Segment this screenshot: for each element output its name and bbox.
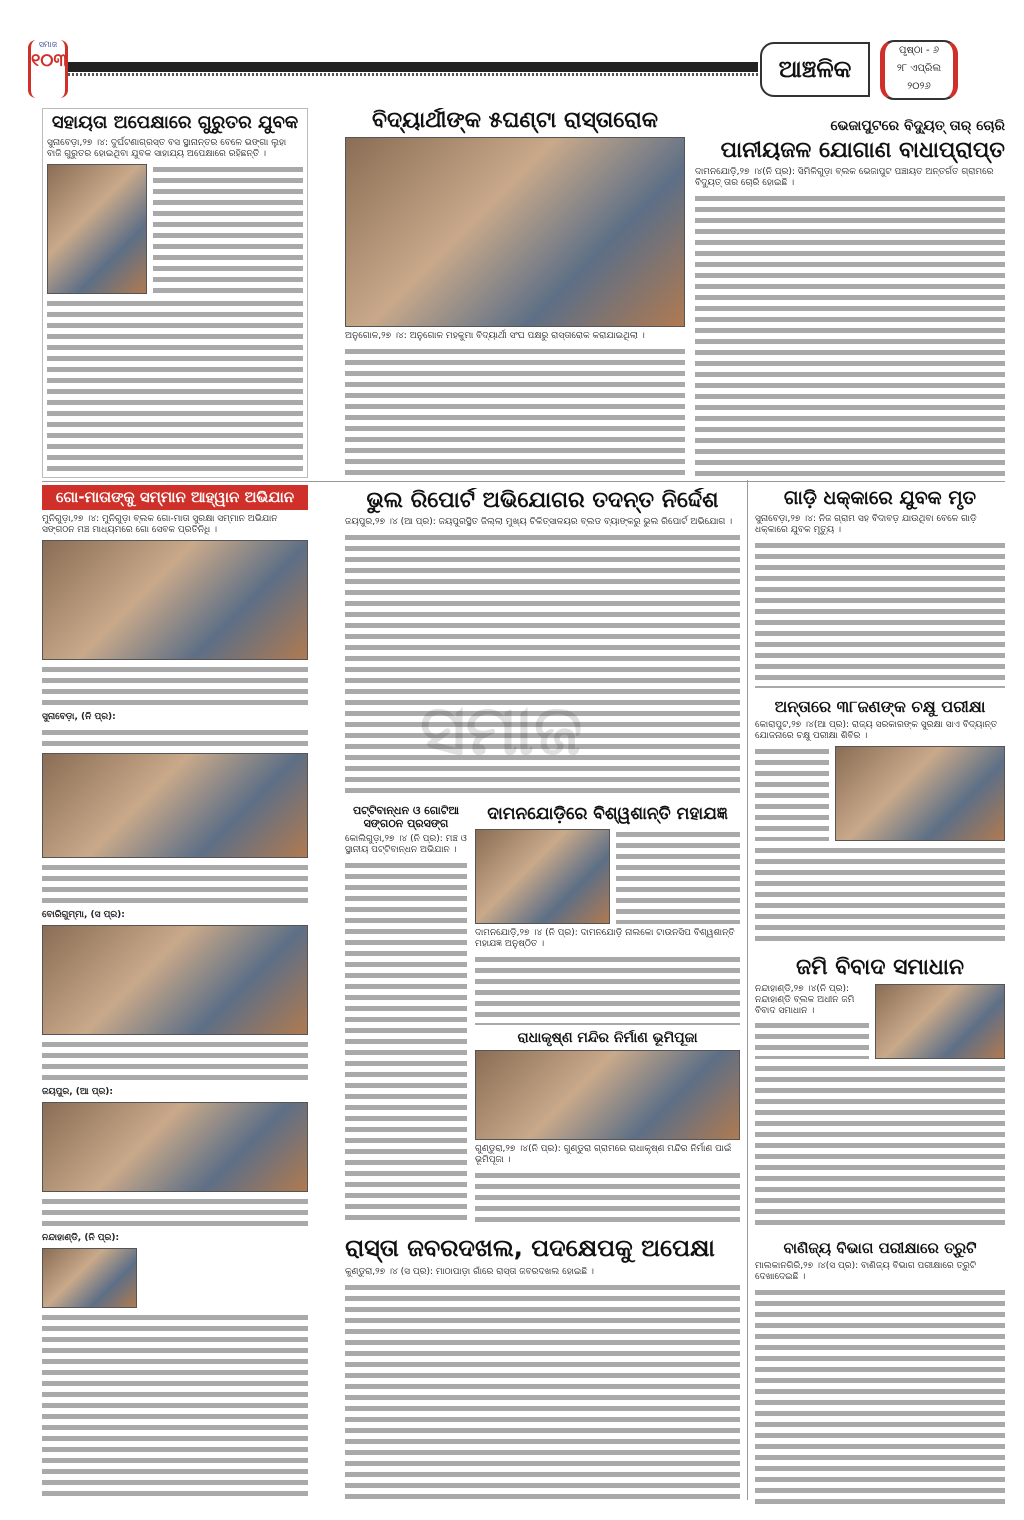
- story-text: କୋରାପୁଟ,୨୭ ।୪(ଆ ପ୍ର): ରାଜ୍ୟ ସରକାରଙ୍କ ସୁରକ୍ଷା ସାଏ ବିଦ୍ୟାନ୍ତ ଯୋଜନାରେ ଚକ୍ଷୁ ପରୀକ୍ଷା ଶିବିର ।: [755, 720, 998, 742]
- photo-bhoomi-puja: [475, 1050, 740, 1140]
- text-lines: [42, 1312, 308, 1500]
- story-road-encroachment: [320, 1235, 740, 1505]
- story-text: କୋଲିଗୁଡ଼ା,୨୭ ।୪ (ନି ପ୍ର): ମଞ୍ଚ ଓ ସ୍ଥାନୀୟ ପଟ୍ଟିବାନ୍ଧନ ଅଭିଯାନ ।: [345, 834, 467, 856]
- headline: ଗାଡ଼ି ଧକ୍କାରେ ଯୁବକ ମୃତ: [783, 488, 977, 509]
- text-lines: [695, 193, 1005, 478]
- row-divider: [42, 481, 1005, 482]
- text-lines: [755, 1020, 869, 1059]
- logo-name: ସମାଜ: [38, 40, 58, 49]
- header-bar-dots: [68, 73, 758, 76]
- story-commerce-exam: [755, 1240, 1005, 1505]
- headline: ଅନ୍ତାରେ ୩୮ଜଣଙ୍କ ଚକ୍ଷୁ ପରୀକ୍ଷା: [774, 698, 986, 716]
- text-lines: [153, 164, 303, 294]
- story-water-supply: [695, 118, 1005, 478]
- story-mahayagna: [475, 805, 740, 1025]
- story-cow-campaign: [42, 485, 308, 1500]
- subhead: ଜୟପୁର, (ଆ ପ୍ର):: [42, 1087, 113, 1098]
- story-land-dispute: [755, 955, 1005, 1227]
- text-lines: [42, 862, 308, 906]
- headline: ଜମି ବିବାଦ ସମାଧାନ: [795, 955, 965, 980]
- headline: ଗୋ-ମାତାଙ୍କୁ ସମ୍ମାନ ଆହ୍ୱାନ ଅଭିଯାନ: [42, 485, 308, 510]
- headline: ଭୁଲ ରିପୋର୍ଟ ଅଭିଯୋଗର ତଦନ୍ତ ନିର୍ଦ୍ଦେଶ: [366, 488, 719, 513]
- year: ୨୦୨୬: [907, 81, 931, 92]
- story-text: ଜୟପୁର,୨୭ ।୪ (ଆ ପ୍ର): ଜୟପୁରସ୍ଥିତ ଜିଲ୍ଲା ମୁଖ୍ୟ ଚିକିତ୍ସାଳୟର ବ୍ଲଡ ବ୍ୟାଙ୍କରୁ ଭୁଲ ରିପୋର୍ଟ ଅଭିଯୋଗ ।: [345, 517, 733, 528]
- text-lines: [345, 532, 740, 798]
- headline: ବାଣିଜ୍ୟ ବିଭାଗ ପରୀକ୍ଷାରେ ତ୍ରୁଟି: [783, 1240, 977, 1257]
- text-lines: [345, 1282, 740, 1505]
- kicker: ଭେଜାପୁଟରେ ବିଦ୍ୟୁତ୍ ତାର୍ ଚୋରି: [830, 118, 1005, 134]
- headline: ସହାୟତା ଅପେକ୍ଷାରେ ଗୁରୁତର ଯୁବକ: [51, 112, 299, 133]
- masthead: [0, 0, 1024, 100]
- text-lines: [755, 845, 1005, 945]
- story-student-road-block: [345, 108, 685, 478]
- text-lines: [755, 746, 829, 841]
- subhead: ସୁନାବେଡ଼ା, (ନି ପ୍ର):: [42, 712, 116, 723]
- story-injured-youth: [42, 108, 308, 478]
- text-lines: [42, 664, 308, 708]
- text-lines: [475, 954, 740, 1025]
- story-wrong-report: [345, 488, 740, 798]
- story-temple-foundation: [475, 1030, 740, 1228]
- text-lines: [42, 727, 308, 749]
- photo-meeting: [875, 984, 1005, 1059]
- story-text: ଅନୁଗୋଳ,୨୭ ।୪: ଅନୁଗୋଳ ମହକୁମା ବିଦ୍ୟାର୍ଥୀ ସଂଘ ପକ୍ଷରୁ ରାସ୍ତାରୋକ କରାଯାଇଥିଲା ।: [345, 331, 645, 342]
- photo-cow-campaign-2: [42, 753, 308, 858]
- header-bar: [68, 62, 758, 72]
- headline: ପାନୀୟଜଳ ଯୋଗାଣ ବାଧାପ୍ରାପ୍ତ: [720, 138, 1005, 164]
- story-text: ଦାମନଯୋଡ଼ି,୨୭ ।୪(ନି ପ୍ର): ସିମିଳିଗୁଡ଼ା ବ୍ଲକ ଭେଜାପୁଟ ପଞ୍ଚାୟତ ଅନ୍ତର୍ଗତ ଗ୍ରାମରେ ବିଦ୍ୟୁତ୍ ତାର ଚୋରି ହୋଇଛି ।: [695, 167, 994, 189]
- text-lines: [345, 346, 685, 478]
- text-lines: [475, 1170, 740, 1228]
- story-text: ଗୁଣ୍ଡୁରା,୨୭ ।୪(ନି ପ୍ର): ଗୁଣ୍ଡୁରା ଗ୍ରାମରେ ରାଧାକୃଷ୍ଣ ମନ୍ଦିର ନିର୍ମାଣ ପାଇଁ ଭୂମିପୂଜା ।: [475, 1144, 732, 1166]
- photo-cow-campaign-5: [42, 1248, 137, 1308]
- section-label: ଆଞ୍ଚଳିକ: [760, 42, 870, 97]
- story-text: ସୁନାବେଡ଼ା,୨୭ ।୪: ନିଜ ଗ୍ରାମ ସହ ବିଦାବଡ଼ ଯାଉଥିବା ବେଳେ ଗାଡ଼ି ଧକ୍କାରେ ଯୁବକ ମୃତ୍ୟୁ ।: [755, 513, 977, 535]
- story-text: ମୁନିଗୁଡ଼ା,୨୭ ।୪: ମୁନିଗୁଡ଼ା ବ୍ଲକ ଗୋ-ମାତା ସୁରକ୍ଷା ସମ୍ମାନ ଅଭିଯାନ ସଙ୍ଗଠନ ମଞ୍ଚ ମାଧ୍ୟମରେ ଗୋ ସେବକ ପ୍ରତିନିଧି ।: [42, 514, 278, 536]
- photo-cow-campaign-1: [42, 540, 308, 660]
- text-lines: [616, 829, 740, 924]
- page-number: ପୃଷ୍ଠା - ୬: [898, 45, 940, 56]
- photo-cow-campaign-4: [42, 1102, 308, 1192]
- logo: [28, 40, 68, 98]
- story-bandage-campaign: [345, 805, 467, 1225]
- text-lines: [42, 1196, 308, 1229]
- story-text: ସୁନାବେଡ଼ା,୨୭ ।୪: ଦୁର୍ଘଟଣାଗ୍ରସ୍ତ ବସ ସ୍ଥାନାନ୍ତର ବେଳେ ଭଙ୍ଗା ଲୁହା ବାଜି ଗୁରୁତର ହୋଇଥିବା ଯୁବକ ସାହାଯ୍ୟ ଅପେକ୍ଷାରେ ରହିଛନ୍ତି ।: [47, 137, 287, 159]
- story-text: ମାଲକାନଗିରି,୨୭ ।୪(ସ ପ୍ର): ବାଣିଜ୍ୟ ବିଭାଗ ପରୀକ୍ଷାରେ ତ୍ରୁଟି ଦେଖାଦେଇଛି ।: [755, 1261, 977, 1283]
- photo-cow-campaign-3: [42, 925, 308, 1035]
- page-date-box: [880, 40, 958, 100]
- photo-injured-youth: [47, 164, 147, 294]
- headline: ଦାମନଯୋଡ଼ିରେ ବିଶ୍ୱଶାନ୍ତି ମହାଯଜ୍ଞ: [487, 805, 728, 824]
- photo-eye-camp: [835, 746, 1005, 841]
- photo-protest: [345, 137, 685, 327]
- subhead: ବୋରିଗୁମ୍ମା, (ସ ପ୍ର):: [42, 910, 125, 921]
- story-eye-checkup: [755, 698, 1005, 945]
- text-lines: [755, 1287, 1005, 1505]
- story-accident: [755, 488, 1005, 688]
- story-text: ନନ୍ଦାହାଣ୍ଡି,୨୭ ।୪(ନି ପ୍ର): ନନ୍ଦାହାଣ୍ଡି ବ୍ଲକ ଅଧୀନ ଜମି ବିବାଦ ସମାଧାନ ।: [755, 984, 855, 1017]
- logo-number: ୧୦୩: [31, 50, 68, 71]
- story-text: ଦାମନଯୋଡ଼ି,୨୭ ।୪ (ନି ପ୍ର): ଦାମନଯୋଡ଼ି ନାଲକୋ ଟାଉନସିପ ବିଶ୍ୱଶାନ୍ତି ମହାଯଜ୍ଞ ଅନୁଷ୍ଠିତ ।: [475, 927, 735, 949]
- subhead: ନନ୍ଦାହାଣ୍ଡି, (ନି ପ୍ର):: [42, 1233, 120, 1244]
- headline: ରାସ୍ତା ଜବରଦଖଲ, ପଦକ୍ଷେପକୁ ଅପେକ୍ଷା: [345, 1235, 715, 1262]
- text-lines: [42, 1039, 308, 1083]
- headline: ବିଦ୍ୟାର୍ଥୀଙ୍କ ୫ଘଣ୍ଟା ରାସ୍ତାରୋକ: [371, 108, 659, 133]
- photo-yagna: [475, 829, 610, 924]
- story-text: କୁଣ୍ଡୁରା,୨୭ ।୪ (ସ ପ୍ର): ମାଠାପାଡ଼ା ଗାଁରେ ରାସ୍ତା ଜବରଦଖଲ ହୋଇଛି ।: [345, 1266, 594, 1277]
- date: ୨୮ ଏପ୍ରିଲ: [896, 63, 942, 74]
- text-lines: [755, 540, 1005, 688]
- column-divider: [747, 480, 748, 1500]
- kicker: ପଟ୍ଟିବାନ୍ଧନ ଓ ଗୋଟିଆ ସଙ୍ଗଠନ ପ୍ରସଙ୍ଗ: [352, 805, 460, 830]
- text-lines: [755, 1063, 1005, 1227]
- text-lines: [47, 298, 303, 473]
- text-lines: [345, 860, 467, 1225]
- headline: ରାଧାକୃଷ୍ଣ ମନ୍ଦିର ନିର୍ମାଣ ଭୂମିପୂଜା: [517, 1030, 698, 1046]
